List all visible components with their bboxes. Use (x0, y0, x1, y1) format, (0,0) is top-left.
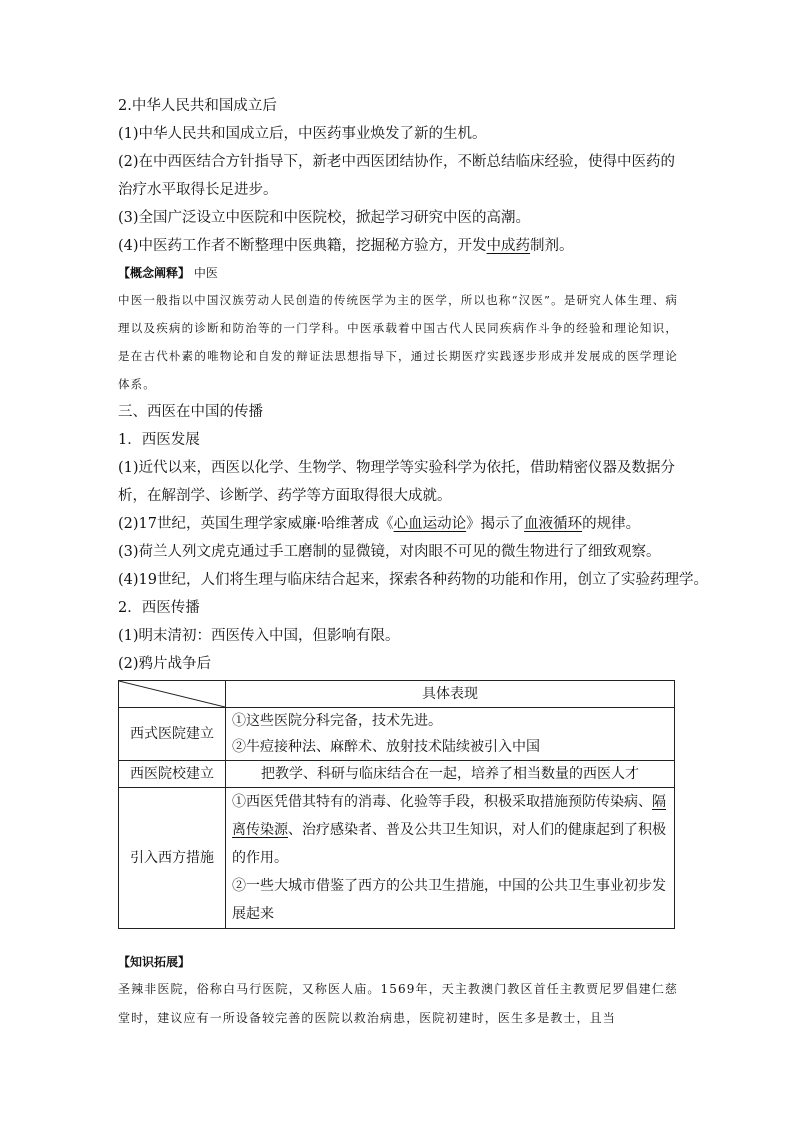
extension-label: 【知识拓展】 (118, 955, 191, 969)
sub1-item-3: (3)荷兰人列文虎克通过手工磨制的显微镜，对肉眼不可见的微生物进行了细致观察。 (118, 544, 661, 560)
underlined-term: 隔离传染源 (232, 794, 666, 838)
sub1-item-1: (1)近代以来，西医以化学、生物学、物理学等实验科学为依托，借助精密仪器及数据分析，在解剖学、诊断学、药学等方面取得很大成就。 (118, 460, 676, 504)
table-header: 具体表现 (226, 681, 675, 708)
row-content: 把教学、科研与临床结合在一起，培养了相当数量的西医人才 (226, 761, 675, 788)
diagonal-line (119, 681, 225, 707)
row-line: ①这些医院分科完备，技术先进。 (232, 713, 442, 729)
sub2-item-1: (1)明末清初：西医传入中国，但影响有限。 (118, 628, 400, 644)
row-text-b: 、治疗感染者、普及公共卫生知识，对人们的健康起到了积极的作用。 (232, 822, 666, 866)
section2-item-1: (1)中华人民共和国成立后，中医药事业焕发了新的生机。 (118, 126, 487, 142)
underlined-term: 中成药 (486, 238, 531, 254)
section2-item-4-tail: 制剂。 (530, 238, 574, 254)
concept-header (118, 260, 678, 286)
sub1-item-2-text: (2)17世纪，英国生理学家威廉·哈维著成《 (118, 516, 394, 532)
sub1-item-2 (118, 510, 678, 538)
row-line (232, 788, 668, 872)
row-content (226, 708, 675, 761)
section2-item-4-text: (4)中医药工作者不断整理中医典籍，挖掘秘方验方，开发 (118, 238, 487, 254)
section2-item-2: (2)在中西医结合方针指导下，新老中西医团结协作，不断总结临床经验，使得中医药的治疗水平取得长足进步。 (118, 154, 676, 198)
sub1-heading: 1．西医发展 (118, 432, 200, 448)
western-medicine-table (118, 680, 675, 929)
table-row (119, 788, 675, 929)
concept-label: 【概念阐释】 (118, 266, 191, 280)
row-text-a: ①西医凭借其特有的消毒、化验等手段，积极采取措施预防传染病、 (232, 794, 652, 810)
table-row (119, 708, 675, 761)
concept-text: 中医一般指以中国汉族劳动人民创造的传统医学为主的医学，所以也称“汉医”。是研究人体生理、病理以及疾病的诊断和防治等的一门学科。中医承载着中国古代人民同疾病作斗争的经验和理论知识，是在古代朴素的唯物论和自发的辩证法思想指导下，通过长期医疗实践逐步形成并发展成的医学理论体系。 (118, 293, 678, 391)
sub2-item-2: (2)鸦片战争后 (118, 656, 212, 672)
sub1-item-4: (4)19世纪，人们将生理与临床结合起来，探索各种药物的功能和作用，创立了实验药理学。 (118, 572, 708, 588)
table-row (119, 761, 675, 788)
document-page (118, 92, 708, 1033)
section2-item-3: (3)全国广泛设立中医院和中医院校，掀起学习研究中医的高潮。 (118, 210, 531, 226)
row-content (226, 788, 675, 929)
section3-heading: 三、西医在中国的传播 (118, 404, 263, 420)
diagonal-header-cell (119, 681, 226, 708)
section2-item-4 (118, 232, 678, 260)
row-line: ②一些大城市借鉴了西方的公共卫生措施，中国的公共卫生事业初步发展起来 (232, 878, 666, 922)
sub1-item-2-tail-a: 》揭示了 (466, 516, 525, 532)
concept-title: 中医 (193, 266, 218, 280)
row-head: 西医院校建立 (119, 761, 226, 788)
underlined-book: 心血运动论 (393, 516, 467, 532)
row-head: 西式医院建立 (119, 708, 226, 761)
row-head: 引入西方措施 (119, 788, 226, 929)
underlined-term: 血液循环 (524, 516, 583, 532)
extension-header (118, 949, 678, 975)
sub1-item-2-tail-b: 的规律。 (582, 516, 641, 532)
section2-heading: 2.中华人民共和国成立后 (118, 98, 277, 114)
sub2-heading: 2．西医传播 (118, 600, 200, 616)
table-header-row (119, 681, 675, 708)
row-line: ②牛痘接种法、麻醉术、放射技术陆续被引入中国 (232, 739, 540, 755)
extension-text: 圣辣非医院，俗称白马行医院，又称医人庙。1569年，天主教澳门教区首任主教贾尼罗倡建仁慈堂时，建议应有一所设备较完善的医院以救治病患，医院初建时，医生多是教士，且当 (118, 982, 678, 1025)
